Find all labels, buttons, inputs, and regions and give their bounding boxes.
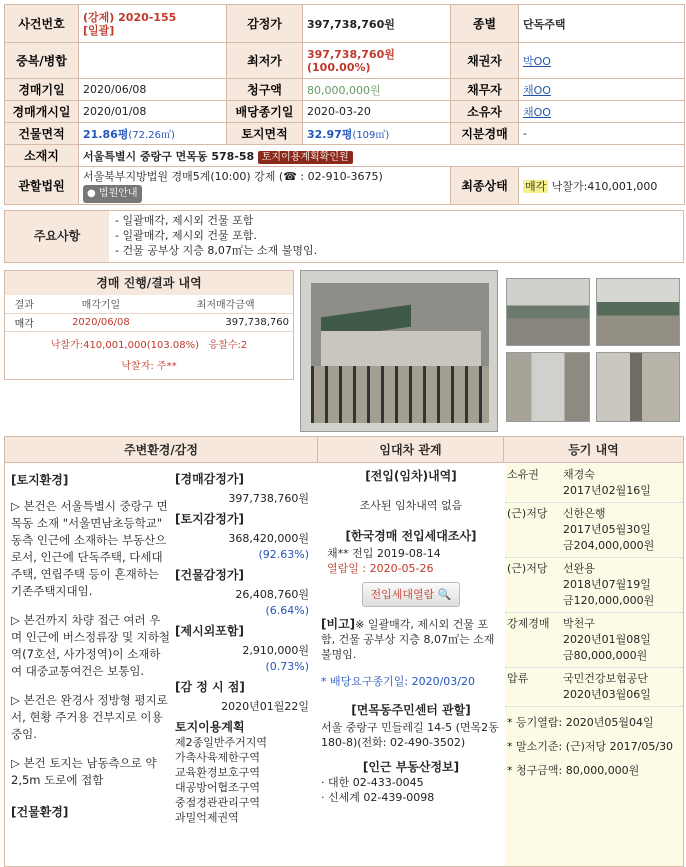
phone-icon: ☎ bbox=[283, 169, 297, 183]
photo-3[interactable] bbox=[596, 278, 680, 346]
note-item: - 건물 공부상 지층 8,07㎡는 소재 불명임. bbox=[115, 244, 318, 257]
dup-value bbox=[79, 43, 227, 79]
court-label: 관할법원 bbox=[5, 167, 79, 205]
registry-notes: * 등기열람: 2020년05월04일 * 말소기준: (근)저당 2017/05/30 * 청구금액: 80,000,000원 bbox=[507, 716, 674, 777]
photo-5[interactable] bbox=[596, 352, 680, 422]
min-price: 397,738,760원 (100.00%) bbox=[303, 43, 451, 79]
address: 서울특별시 중랑구 면목동 578-58 토지이용계획확인원 bbox=[79, 145, 685, 167]
move-in-view-button[interactable]: 전입세대열람 🔍 bbox=[362, 582, 461, 607]
bldg-area: 21.86평(72.26㎡) bbox=[79, 123, 227, 145]
list-item: 압류 국민건강보험공단 2020년03월06일 bbox=[505, 668, 683, 707]
list-item: (근)저당 신한은행 2017년05월30일 금204,000,000원 bbox=[505, 503, 683, 558]
claim-value: 80,000,000원 bbox=[303, 79, 451, 101]
address-label: 소재지 bbox=[5, 145, 79, 167]
note-item: - 일괄매각, 제시외 건물 포함 bbox=[115, 214, 254, 227]
final-status-label: 최종상태 bbox=[451, 167, 519, 205]
notes-list bbox=[115, 213, 317, 258]
env-text: [토지환경] ▷ 본건은 서울특별시 중랑구 면목동 소재 "서울면남초등학교" 동측 인근에 소재하는 부동산으로서, 인근에 단독주택, 다세대주택, 연립주택 등이 혼재하는 기존주택지대임. ▷ 본건까지 차량 접근 여러 우며 인근에 버스정류장 및 지하철역(7호선, 사가정역)이 소재하여 대중교통여건은 보통임. ▷ 본건은 완경사 정방형 평지로서, 현황 주거용 건부지로 이용중임. ▷ 본건 토지는 남동측으로 약 2,5m 도로에 접함 [건물환경] bbox=[11, 473, 171, 819]
lease-info: [전입(임차)내역] 조사된 임차내역 없음 [한국경매 전입세대조사] 채** 전입 2019-08-14 열람일 : 2020-05-26 전입세대열람 🔍 [비고]※ 일괄매각, 제시외 건물 포함, 건물 공부상 지층 8,07㎡는 소재 불명임. * 배당요구종기일: 2020/03/20 [면목동주민센터 관할] 서울 중랑구 민들레길 14-5 (면목2동 180-8)(전화: 02-490-3502) [인근 부동산정보] · 대한 02-433-0045 · 신세계 02-439-0098 bbox=[321, 469, 501, 866]
kind-value: 단독주택 bbox=[519, 5, 685, 43]
appraisal-label: 감정가 bbox=[227, 5, 303, 43]
note-item: - 일괄매각, 제시외 건물 포함. bbox=[115, 229, 257, 242]
owner-link[interactable]: 채OO bbox=[523, 105, 551, 119]
share-value: - bbox=[519, 123, 685, 145]
important-notes bbox=[4, 210, 684, 263]
photo-4[interactable] bbox=[506, 352, 590, 422]
land-plan-button[interactable]: 토지이용계획확인원 bbox=[258, 151, 353, 164]
court-info: 서울북부지방법원 경매5계(10:00) 강제 (☎ : 02-910-3675) ● 법원안내 bbox=[79, 167, 451, 205]
table-row: 매각 2020/06/08 397,738,760 bbox=[5, 313, 293, 331]
notes-label: 주요사항 bbox=[5, 211, 109, 262]
dup-label: 중복/병합 bbox=[5, 43, 79, 79]
bid-result: 낙찰가:410,001,000(103.08%) 응찰수:2 bbox=[50, 339, 248, 351]
final-status: 매각 낙찰가:410,001,000 bbox=[519, 167, 685, 205]
registry-title: 등기 내역 bbox=[503, 437, 683, 463]
auction-date: 2020/06/08 bbox=[79, 79, 227, 101]
case-no: (강제) 2020-155 [일괄] bbox=[79, 5, 227, 43]
deadline: 2020-03-20 bbox=[303, 101, 451, 123]
case-info-table bbox=[4, 4, 685, 205]
claim-label: 청구액 bbox=[227, 79, 303, 101]
env-title: 주변환경/감정 bbox=[5, 437, 317, 463]
col-min: 최저매각금액 bbox=[158, 295, 293, 313]
list-item: 소유권 채경숙 2017년02월16일 bbox=[505, 464, 683, 503]
col-date: 매각기일 bbox=[43, 295, 158, 313]
appraisal-breakdown: [경매감정가] 397,738,760원 [토지감정가] 368,420,000원 (92.63%) [건물감정가] 26,408,760원 (6.64%) [제시외포함] 2,910,000원 (0.73%) [감 정 시 점] 2020년01월22일 토지이용계획 제2종일반주거지역 가축사육제한구역 교육환경보호구역 대공방어협조구역 중점경관관리구역 과밀억제권역 bbox=[175, 472, 309, 824]
creditor-link[interactable]: 박OO bbox=[523, 54, 551, 68]
min-price-label: 최저가 bbox=[227, 43, 303, 79]
share-label: 지분경매 bbox=[451, 123, 519, 145]
bldg-area-label: 건물면적 bbox=[5, 123, 79, 145]
winner: 낙찰자: 주** bbox=[121, 360, 177, 372]
land-area: 32.97평(109㎡) bbox=[303, 123, 451, 145]
agent-list: · 대한 02-433-0045 · 신세계 02-439-0098 bbox=[321, 776, 435, 804]
progress-title: 경매 진행/결과 내역 bbox=[5, 271, 293, 295]
detail-section bbox=[4, 436, 684, 867]
creditor-label: 채권자 bbox=[451, 43, 519, 79]
land-area-label: 토지면적 bbox=[227, 123, 303, 145]
start-date-label: 경매개시일 bbox=[5, 101, 79, 123]
auction-progress bbox=[4, 270, 294, 380]
circle-arrow-icon: ● bbox=[87, 187, 99, 199]
debtor-link[interactable]: 채OO bbox=[523, 83, 551, 97]
registry-list bbox=[505, 464, 683, 866]
debtor-label: 채무자 bbox=[451, 79, 519, 101]
kind-label: 종별 bbox=[451, 5, 519, 43]
owner-label: 소유자 bbox=[451, 101, 519, 123]
list-item: 강제경매 박천구 2020년01월08일 금80,000,000원 bbox=[505, 613, 683, 668]
list-item: (근)저당 선완용 2018년07월19일 금120,000,000원 bbox=[505, 558, 683, 613]
court-guide-button[interactable]: ● 법원안내 bbox=[83, 185, 142, 203]
magnifier-icon: 🔍 bbox=[437, 588, 452, 601]
photo-2[interactable] bbox=[506, 278, 590, 346]
main-photo[interactable] bbox=[300, 270, 498, 432]
case-no-label: 사건번호 bbox=[5, 5, 79, 43]
appraisal-value: 397,738,760원 bbox=[303, 5, 451, 43]
auction-date-label: 경매기일 bbox=[5, 79, 79, 101]
start-date: 2020/01/08 bbox=[79, 101, 227, 123]
landuse-list: 제2종일반주거지역 가축사육제한구역 교육환경보호구역 대공방어협조구역 중점경관관리구역 과밀억제권역 bbox=[175, 736, 268, 824]
col-result: 결과 bbox=[5, 295, 43, 313]
deadline-label: 배당종기일 bbox=[227, 101, 303, 123]
lease-title: 임대차 관계 bbox=[317, 437, 503, 463]
